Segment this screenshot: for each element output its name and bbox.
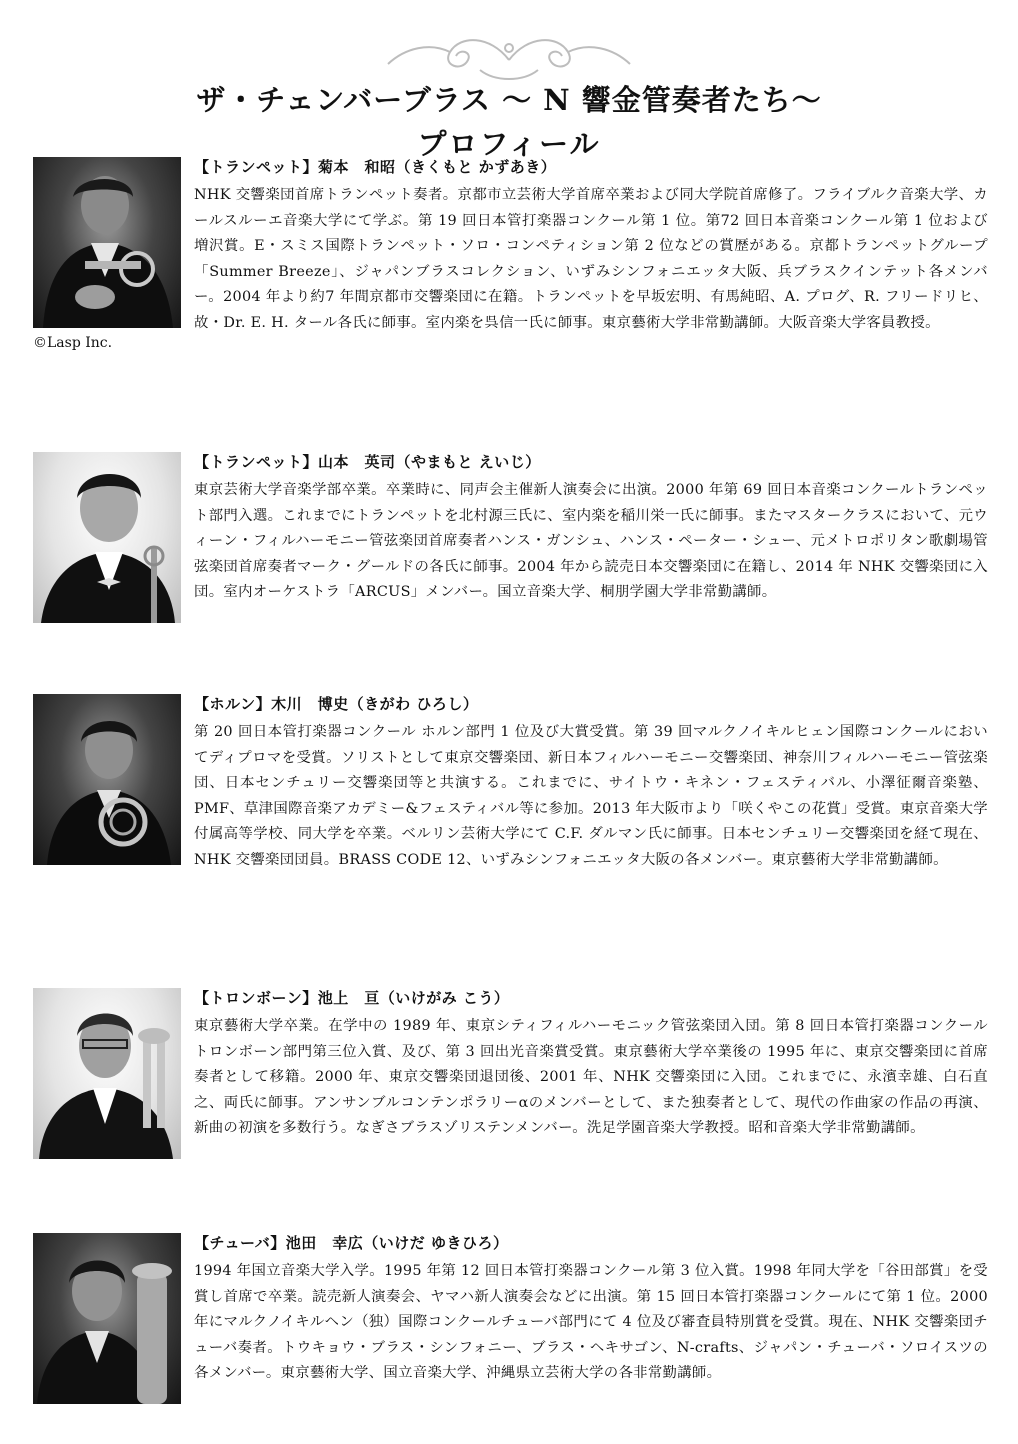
page-title: ザ・チェンバーブラス 〜 N 響金管奏者たち〜 [196, 83, 822, 117]
trombone-player-portrait-icon [33, 988, 181, 1159]
horn-player-portrait-icon [33, 694, 181, 865]
profile-name: 【トランペット】菊本 和昭（きくもと かずあき） [194, 158, 557, 176]
profile-bio: 1994 年国立音楽大学入学。1995 年第 12 回日本管打楽器コンクール第 3 位入賞。1998 年同大学を「谷田部賞」を受賞し首席で卒業。読売新人演奏会、ヤマハ新人演奏会などに出演。第 15 回日本管打楽器コンクールにて第 1 位。2000 年にマルクノイキルヘン（独）国際コンクールチューバ部門にて 4 位及び審査員特別賞を受賞。現在、NHK 交響楽団チューバ奏者。トウキョウ・ブラス・シンフォニー、ブラス・ヘキサゴン、N-crafts、ジャパン・チューバ・ソロイスツの各メンバー。東京藝術大学、国立音楽大学、沖縄県立芸術大学の各非常勤講師。 [194, 1263, 988, 1382]
profile-text [194, 1233, 988, 1387]
profile-text [194, 988, 988, 1142]
profile-text [194, 157, 988, 337]
page-subtitle: プロフィール [417, 127, 601, 161]
tuba-player-portrait-icon [33, 1233, 181, 1404]
profile-ikeda [33, 1233, 988, 1423]
photo-credit: ©Lasp Inc. [33, 335, 113, 351]
trumpet-player-portrait-icon [33, 157, 181, 328]
profile-text [194, 452, 988, 606]
profile-kigawa [33, 694, 988, 924]
profile-kikumoto [33, 157, 988, 397]
profile-name: 【トランペット】山本 英司（やまもと えいじ） [194, 453, 541, 471]
profile-bio: 東京藝術大学卒業。在学中の 1989 年、東京シティフィルハーモニック管弦楽団入団。第 8 回日本管打楽器コンクールトロンボーン部門第三位入賞、及び、第 3 回出光音楽賞受賞。東京藝術大学卒業後の 1995 年に、東京交響楽団に首席奏者として移籍。2000 年、東京交響楽団退団後、2001 年、NHK 交響楽団に入団。これまでに、永濱幸雄、白石直之、両氏に師事。アンサンブルコンテンポラリーαのメンバーとして、また独奏者として、現代の作曲家の作品の再演、新曲の初演を多数行う。なぎさブラスゾリステンメンバー。洗足学園音楽大学教授。昭和音楽大学非常勤講師。 [194, 1018, 988, 1137]
profile-bio: 東京芸術大学音楽学部卒業。卒業時に、同声会主催新人演奏会に出演。2000 年第 69 回日本音楽コンクールトランペット部門入選。これまでにトランペットを北村源三氏に、室内楽を稲川栄一氏に師事。またマスタークラスにおいて、元ウィーン・フィルハーモニー管弦楽団首席奏者ハンス・ガンシュ、ハンス・ペーター・シュー、元メトロポリタン歌劇場管弦楽団首席奏者マーク・グールドの各氏に師事。2004 年から読売日本交響楽団に在籍し、2014 年 NHK 交響楽団に入団。室内オーケストラ「ARCUS」メンバー。国立音楽大学、桐朋学園大学非常勤講師。 [194, 482, 988, 601]
profile-bio: 第 20 回日本管打楽器コンクール ホルン部門 1 位及び大賞受賞。第 39 回マルクノイキルヒェン国際コンクールにおいてディプロマを受賞。ソリストとして東京交響楽団、新日本フィルハーモニー交響楽団、神奈川フィルハーモニー管弦楽団、日本センチュリー交響楽団等と共演する。これまでに、サイトウ・キネン・フェスティバル、小澤征爾音楽塾、PMF、草津国際音楽アカデミー&フェスティバル等に参加。2013 年大阪市より「咲くやこの花賞」受賞。東京音楽大学付属高等学校、同大学を卒業。ベルリン芸術大学にて C.F. ダルマン氏に師事。日本センチュリー交響楽団を経て現在、NHK 交響楽団団員。BRASS CODE 12、いずみシンフォニエッタ大阪の各メンバー。東京藝術大学非常勤講師。 [194, 724, 988, 868]
profile-text [194, 694, 988, 874]
trumpet-player-portrait-icon [33, 452, 181, 623]
profile-ikegami [33, 988, 988, 1168]
profile-name: 【トロンボーン】池上 亘（いけがみ こう） [194, 989, 510, 1007]
profile-name: 【チューバ】池田 幸広（いけだ ゆきひろ） [194, 1234, 509, 1252]
profile-yamamoto [33, 452, 988, 632]
profile-name: 【ホルン】木川 博史（きがわ ひろし） [194, 695, 479, 713]
profile-bio: NHK 交響楽団首席トランペット奏者。京都市立芸術大学首席卒業および同大学院首席修了。フライブルク音楽大学、カールスルーエ音楽大学にて学ぶ。第 19 回日本管打楽器コンクール第 1 位。第72 回日本音楽コンクール第 1 位および増沢賞。E・スミス国際トランペット・ソロ・コンペティション第 2 位などの賞歴がある。京都トランペットグループ「Summer Breeze」、ジャパンブラスコレクション、いずみシンフォニエッタ大阪、兵ブラスクインテット各メンバー。2004 年より約7 年間京都市交響楽団に在籍。トランペットを早坂宏明、有馬純昭、A. プログ、R. フリードリヒ、故・Dr. E. H. タール各氏に師事。室内楽を呉信一氏に師事。東京藝術大学非常勤講師。大阪音楽大学客員教授。 [194, 187, 988, 331]
page-header [0, 26, 1018, 161]
